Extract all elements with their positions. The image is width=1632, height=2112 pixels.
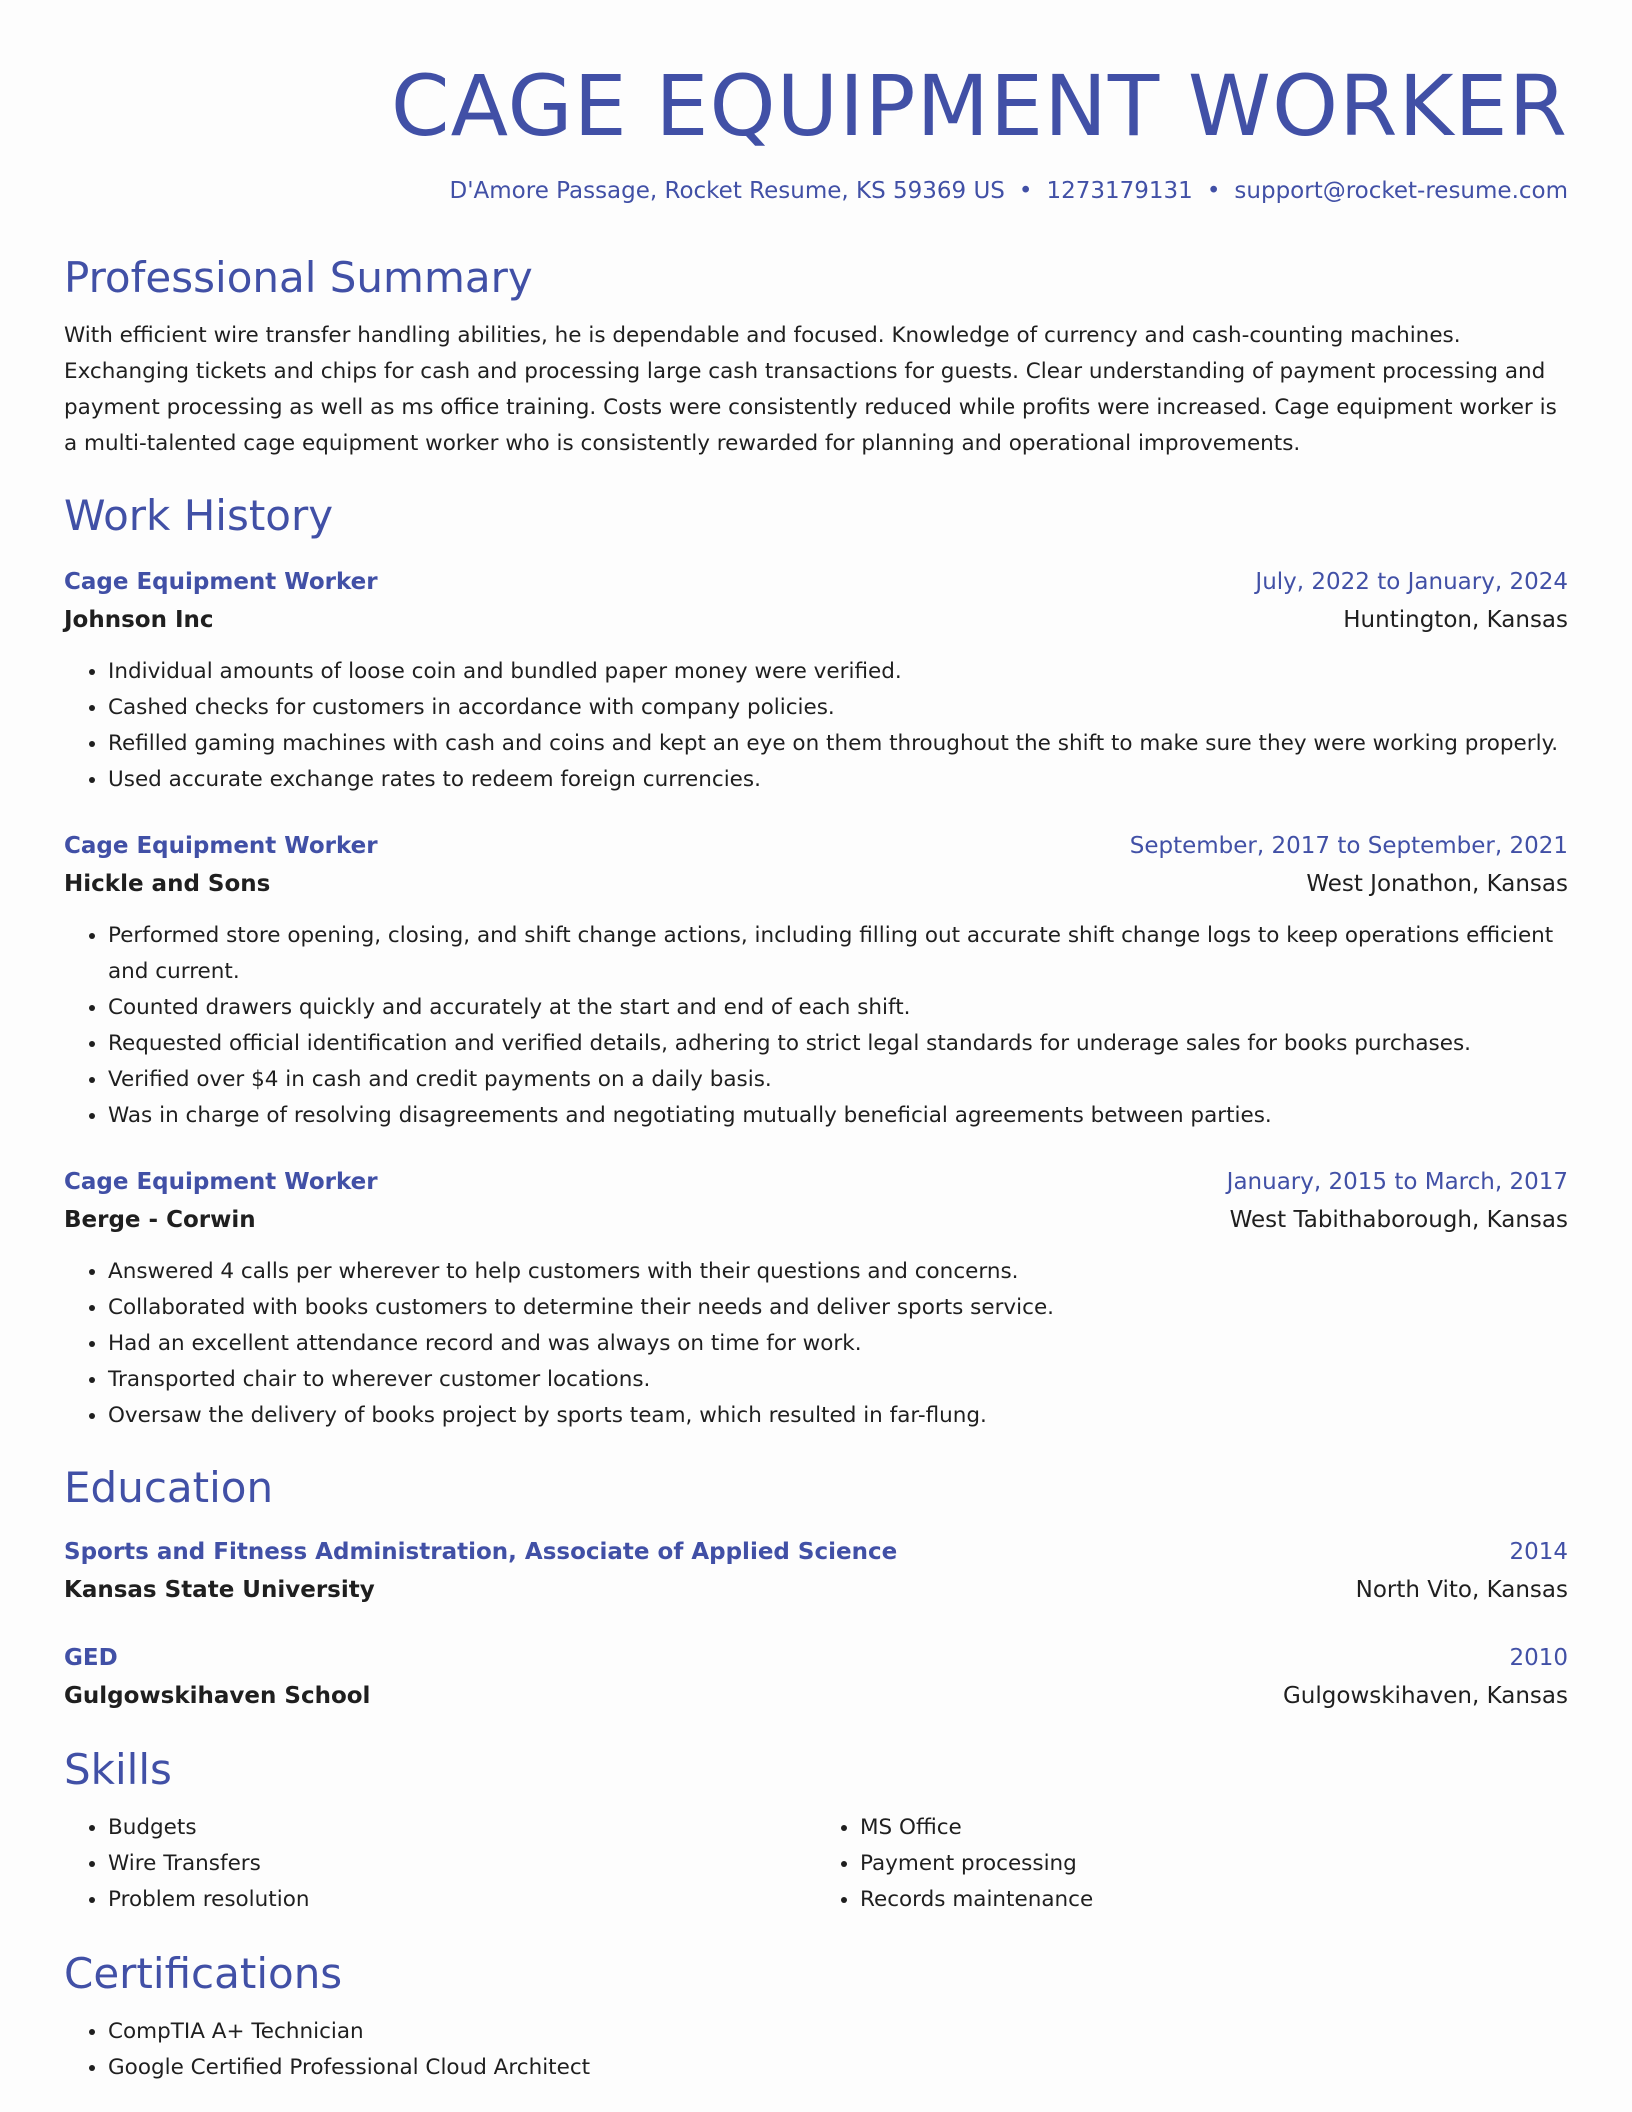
contact-email[interactable]: support@rocket-resume.com: [1234, 178, 1568, 204]
job-bullet: • Performed store opening, closing, and shift change actions, including filling out accurate shift change logs to keep operations efficient and current.: [108, 918, 1568, 990]
job-bullet: • Refilled gaming machines with cash and coins and kept an eye on them throughout the shift to make sure they were working properly.: [108, 726, 1568, 762]
skills-list: [64, 1810, 1568, 1918]
section-title-summary: Professional Summary: [64, 253, 533, 302]
skill-item: • Payment processing: [860, 1846, 1568, 1882]
job-dates: July, 2022 to January, 2024: [1255, 569, 1568, 595]
job-location: West Jonathon, Kansas: [1306, 871, 1568, 897]
job-bullet: • Cashed checks for customers in accordance with company policies.: [108, 690, 1568, 726]
job-bullet: • Was in charge of resolving disagreements and negotiating mutually beneficial agreements between parties.: [108, 1098, 1568, 1134]
job-dates: September, 2017 to September, 2021: [1129, 833, 1568, 859]
certifications-list: [64, 2014, 1568, 2086]
job-bullets: [64, 654, 1568, 798]
education-year: 2010: [1509, 1645, 1568, 1671]
education-school: Kansas State University: [64, 1577, 375, 1603]
skill-item: • Wire Transfers: [108, 1846, 816, 1882]
education-school: Gulgowskihaven School: [64, 1683, 371, 1709]
contact-separator: •: [1206, 178, 1221, 204]
education-degree: GED: [64, 1645, 118, 1671]
education-location: Gulgowskihaven, Kansas: [1282, 1683, 1568, 1709]
job-company: Johnson Inc: [64, 607, 214, 633]
certification-item: • Google Certified Professional Cloud Architect: [108, 2050, 1568, 2086]
job-bullet: • Individual amounts of loose coin and bundled paper money were verified.: [108, 654, 1568, 690]
job-bullets: [64, 918, 1568, 1134]
job-role: Cage Equipment Worker: [64, 833, 378, 859]
job-company: Berge - Corwin: [64, 1207, 256, 1233]
job-entry: [64, 564, 1568, 798]
education-degree: Sports and Fitness Administration, Associate of Applied Science: [64, 1539, 898, 1565]
certification-item: • CompTIA A+ Technician: [108, 2014, 1568, 2050]
contact-phone: 1273179131: [1046, 178, 1193, 204]
job-bullet: • Collaborated with books customers to determine their needs and deliver sports service.: [108, 1290, 1568, 1326]
contact-line: [64, 174, 1568, 208]
candidate-name: CAGE EQUIPMENT WORKER: [390, 57, 1568, 155]
job-bullet: • Counted drawers quickly and accurately at the start and end of each shift.: [108, 990, 1568, 1026]
skill-item: • Problem resolution: [108, 1882, 816, 1918]
job-role: Cage Equipment Worker: [64, 569, 378, 595]
job-bullet: • Oversaw the delivery of books project by sports team, which resulted in far-flung.: [108, 1398, 1568, 1434]
job-bullet: • Had an excellent attendance record and was always on time for work.: [108, 1326, 1568, 1362]
job-bullet: • Used accurate exchange rates to redeem foreign currencies.: [108, 762, 1568, 798]
summary-text: With efficient wire transfer handling abilities, he is dependable and focused. Knowledge of currency and cash-counting machines. Exchanging tickets and chips for cash and processing large cash transactions for guests. Clear understanding of payment processing and payment processing as well as ms office training. Costs were consistently reduced while profits were increased. Cage equipment worker is a multi-talented cage equipment worker who is consistently rewarded for planning and operational improvements.: [64, 323, 1557, 456]
job-bullets: [64, 1254, 1568, 1434]
skills-column-left: [64, 1810, 816, 1918]
section-title-certifications: Certifications: [64, 1949, 343, 1998]
job-company: Hickle and Sons: [64, 871, 271, 897]
contact-separator: •: [1018, 178, 1033, 204]
job-dates: January, 2015 to March, 2017: [1226, 1169, 1568, 1195]
skill-item: • MS Office: [860, 1810, 1568, 1846]
skills-column-right: [816, 1810, 1568, 1918]
contact-address: D'Amore Passage, Rocket Resume, KS 59369 US: [449, 178, 1005, 204]
job-bullet: • Verified over $4 in cash and credit payments on a daily basis.: [108, 1062, 1568, 1098]
section-title-work-history: Work History: [64, 491, 334, 540]
skill-item: • Budgets: [108, 1810, 816, 1846]
job-role: Cage Equipment Worker: [64, 1169, 378, 1195]
education-entry: [64, 1640, 1568, 1716]
job-entry: [64, 828, 1568, 1134]
section-title-skills: Skills: [64, 1745, 172, 1794]
education-location: North Vito, Kansas: [1355, 1577, 1568, 1603]
job-bullet: • Answered 4 calls per wherever to help customers with their questions and concerns.: [108, 1254, 1568, 1290]
job-bullet: • Requested official identification and verified details, adhering to strict legal standards for underage sales for books purchases.: [108, 1026, 1568, 1062]
section-title-education: Education: [64, 1463, 274, 1512]
job-entry: [64, 1164, 1568, 1434]
skill-item: • Records maintenance: [860, 1882, 1568, 1918]
job-location: West Tabithaborough, Kansas: [1229, 1207, 1568, 1233]
job-location: Huntington, Kansas: [1343, 607, 1568, 633]
education-entry: [64, 1534, 1568, 1610]
job-bullet: • Transported chair to wherever customer locations.: [108, 1362, 1568, 1398]
education-year: 2014: [1509, 1539, 1568, 1565]
